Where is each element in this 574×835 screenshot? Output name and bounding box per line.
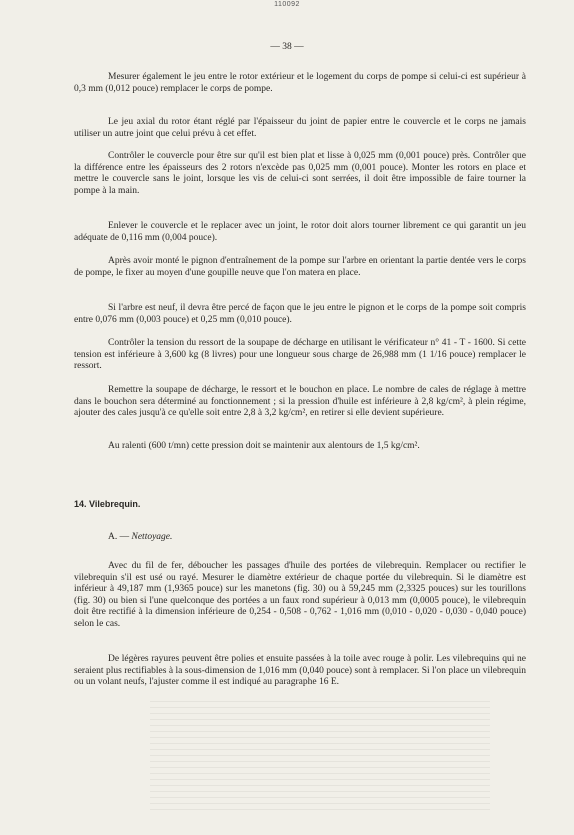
paragraph-cover-refit: Enlever le couvercle et le replacer avec un joint, le rotor doit alors tourner librement ce qui garantit un jeu adéquate de 0,116 mm (0,004 pouce). xyxy=(74,221,526,243)
page-reference: 110092 xyxy=(274,1,300,8)
section-heading: 14. Vilebrequin. xyxy=(74,499,141,509)
paragraph-axial-play: Le jeu axial du rotor étant réglé par l'épaisseur du joint de papier entre le couvercle et le corps ne jamais utiliser un autre joint que celui prévu à cet effet. xyxy=(74,117,526,139)
paragraph-outer-rotor-clearance: Mesurer également le jeu entre le rotor extérieur et le logement du corps de pompe si celui-ci est supérieur à 0,3 mm (0,012 pouce) remplacer le corps de pompe. xyxy=(74,72,526,94)
paragraph-drive-gear: Après avoir monté le pignon d'entraînement de la pompe sur l'arbre en orientant la partie dentée vers le corps de pompe, le fixer au moyen d'une goupille neuve que l'on matera en place. xyxy=(74,256,526,278)
page-number: — 38 — xyxy=(270,42,304,52)
paragraph-relief-valve: Remettre la soupape de décharge, le ressort et le bouchon en place. Le nombre de cales de réglage à mettre dans le bouchon sera déterminé au fonctionnement ; si la pression d'huile est inférieure à 2,8 kg/cm², à plein régime, ajouter des cales jusqu'à ce qu'elle soit entre 2,8 à 3,2 kg/cm², en retirer si elle devient supérieure. xyxy=(74,385,526,418)
subsection-prefix: A. — xyxy=(108,532,130,542)
paragraph-spring-tension: Contrôler la tension du ressort de la soupape de décharge en utilisant le vérificateur n° 41 - T - 1600. Si cette tension est inférieure à 3,600 kg (8 livres) pour une longueur sous charge de 26,988 mm (1 1/16 pouce) remplacer le ressort. xyxy=(74,338,526,371)
paragraph-new-shaft: Si l'arbre est neuf, il devra être percé de façon que le jeu entre le pignon et le corps de la pompe soit compris entre 0,076 mm (0,003 pouce) et 0,25 mm (0,010 pouce). xyxy=(74,303,526,325)
paragraph-cover-check: Contrôler le couvercle pour être sur qu'il est bien plat et lisse à 0,025 mm (0,001 pouce) près. Contrôler que la différence entre les épaisseurs des 2 rotors n'excède pas 0,025 mm (0,001 pouce). Monter les rotors en place et mettre le couvercle sans le joint, lorsque les vis de celui-ci sont serrées, il doit être impossible de faire tourner la pompe à la main. xyxy=(74,151,526,196)
paragraph-crankshaft-cleaning: Avec du fil de fer, déboucher les passages d'huile des portées de vilebrequin. Remplacer ou rectifier le vilebrequin s'il est usé ou rayé. Mesurer le diamètre extérieur de chaque portée du vilebrequin. Si le diamètre est inférieur à 49,187 mm (1,9365 pouce) sur les manetons (fig. 30) ou à 59,245 mm (2,3325 pouces) sur les tourillons (fig. 30) ou bien si l'une quelconque des portées a un faux rond supérieur à 0,013 mm (0,0005 pouce), le vilebrequin doit être rectifié à la dimension inférieure de 0,254 - 0,508 - 0,762 - 1,016 mm (0,010 - 0,020 - 0,030 - 0,040 pouce) selon le cas. xyxy=(74,561,526,629)
show-through-figure xyxy=(150,700,490,810)
paragraph-scratches: De légères rayures peuvent être polies et ensuite passées à la toile avec rouge à polir. Les vilebrequins qui ne seraient plus rectifiables à la sous-dimension de 1,016 mm (0,040 pouce) sont à remplacer. Si l'on place un vilebrequin ou un volant neufs, l'ajuster comme il est indiqué au paragraphe 16 E. xyxy=(74,654,526,687)
subsection-title: Nettoyage. xyxy=(131,532,173,542)
subsection-heading xyxy=(108,532,172,542)
paragraph-idle-pressure: Au ralenti (600 t/mn) cette pression doit se maintenir aux alentours de 1,5 kg/cm². xyxy=(108,441,420,451)
